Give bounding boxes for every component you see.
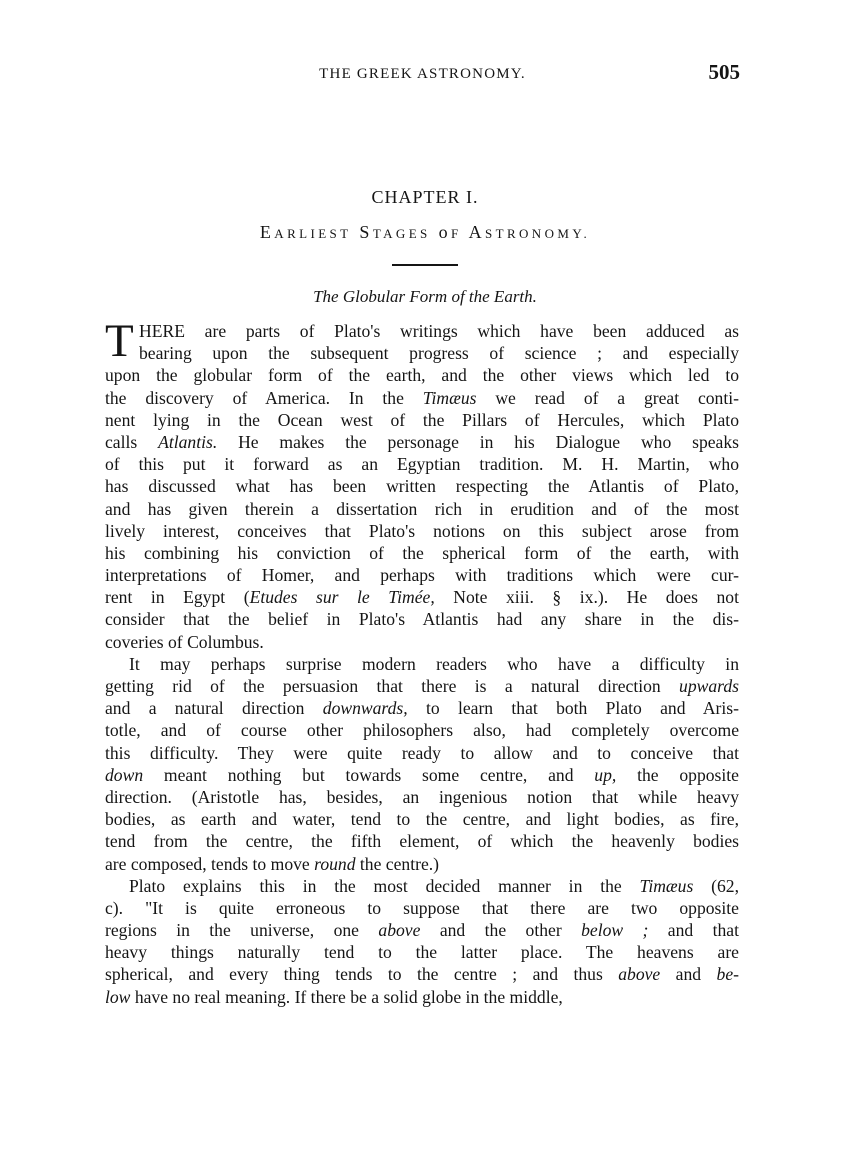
text-line: low have no real meaning. If there be a solid globe in the middle, <box>105 986 563 1007</box>
paragraph <box>105 315 740 653</box>
text-line: and a natural direction downwards, to learn that both Plato and Aris- <box>105 698 739 719</box>
drop-cap: T <box>105 315 134 367</box>
paragraph <box>105 653 739 875</box>
chapter-title: CHAPTER I. <box>371 187 479 207</box>
text-line: heavy things naturally tend to the latter place. The heavens are <box>105 942 739 963</box>
text-line: lively interest, conceives that Plato's notions on this subject arose from <box>105 520 739 541</box>
text-line: nent lying in the Ocean west of the Pillars of Hercules, which Plato <box>105 409 739 430</box>
paragraph <box>105 875 739 1008</box>
text-line: HERE are parts of Plato's writings which have been adduced as <box>139 321 739 341</box>
body-text <box>105 315 740 1008</box>
text-line: It may perhaps surprise modern readers who have a difficulty in <box>129 653 739 674</box>
text-line: his combining his conviction of the spherical form of the earth, with <box>105 542 739 563</box>
section-title: The Globular Form of the Earth. <box>313 287 537 306</box>
text-line: totle, and of course other philosophers also, had completely overcome <box>105 720 739 741</box>
text-line: bearing upon the subsequent progress of science ; and especially <box>139 343 739 364</box>
text-line: has discussed what has been written respecting the Atlantis of Plato, <box>105 476 739 497</box>
text-line: spherical, and every thing tends to the centre ; and thus above and be- <box>105 964 739 985</box>
text-line: this difficulty. They were quite ready to allow and to conceive that <box>105 742 739 763</box>
text-line: regions in the universe, one above and the other below ; and that <box>105 920 739 941</box>
section-divider-rule <box>392 264 458 266</box>
text-line: bodies, as earth and water, tend to the centre, and light bodies, as fire, <box>105 809 739 830</box>
page-number: 505 <box>708 60 740 84</box>
text-line: tend from the centre, the fifth element, of which the heavenly bodies <box>105 831 739 852</box>
text-line: the discovery of America. In the Timæus we read of a great conti- <box>105 387 739 408</box>
text-line: interpretations of Homer, and perhaps with traditions which were cur- <box>105 565 739 586</box>
running-head <box>105 60 740 88</box>
text-line: calls Atlantis. He makes the personage in his Dialogue who speaks <box>105 431 740 452</box>
chapter-subtitle: EARLIEST STAGES oF ASTRONOMY. <box>259 222 591 242</box>
running-title: THE GREEK ASTRONOMY. <box>319 66 526 82</box>
text-line: of this put it forward as an Egyptian tradition. M. H. Martin, who <box>105 454 739 475</box>
text-line: and has given therein a dissertation rich in erudition and of the most <box>105 498 739 519</box>
text-line: rent in Egypt (Etudes sur le Timée, Note xiii. § ix.). He does not <box>105 587 739 608</box>
text-line: consider that the belief in Plato's Atlantis had any share in the dis- <box>105 609 739 630</box>
text-line: are composed, tends to move round the centre.) <box>105 853 440 874</box>
text-line: c). "It is quite erroneous to suppose that there are two opposite <box>105 897 739 918</box>
text-line: upon the globular form of the earth, and the other views which led to <box>105 365 739 386</box>
text-line: Plato explains this in the most decided manner in the Timæus (62, <box>129 875 739 896</box>
text-line: coveries of Columbus. <box>105 631 264 652</box>
text-line: direction. (Aristotle has, besides, an ingenious notion that while heavy <box>105 786 739 807</box>
text-line: down meant nothing but towards some centre, and up, the opposite <box>105 764 739 785</box>
text-line: getting rid of the persuasion that there is a natural direction upwards <box>105 676 739 696</box>
